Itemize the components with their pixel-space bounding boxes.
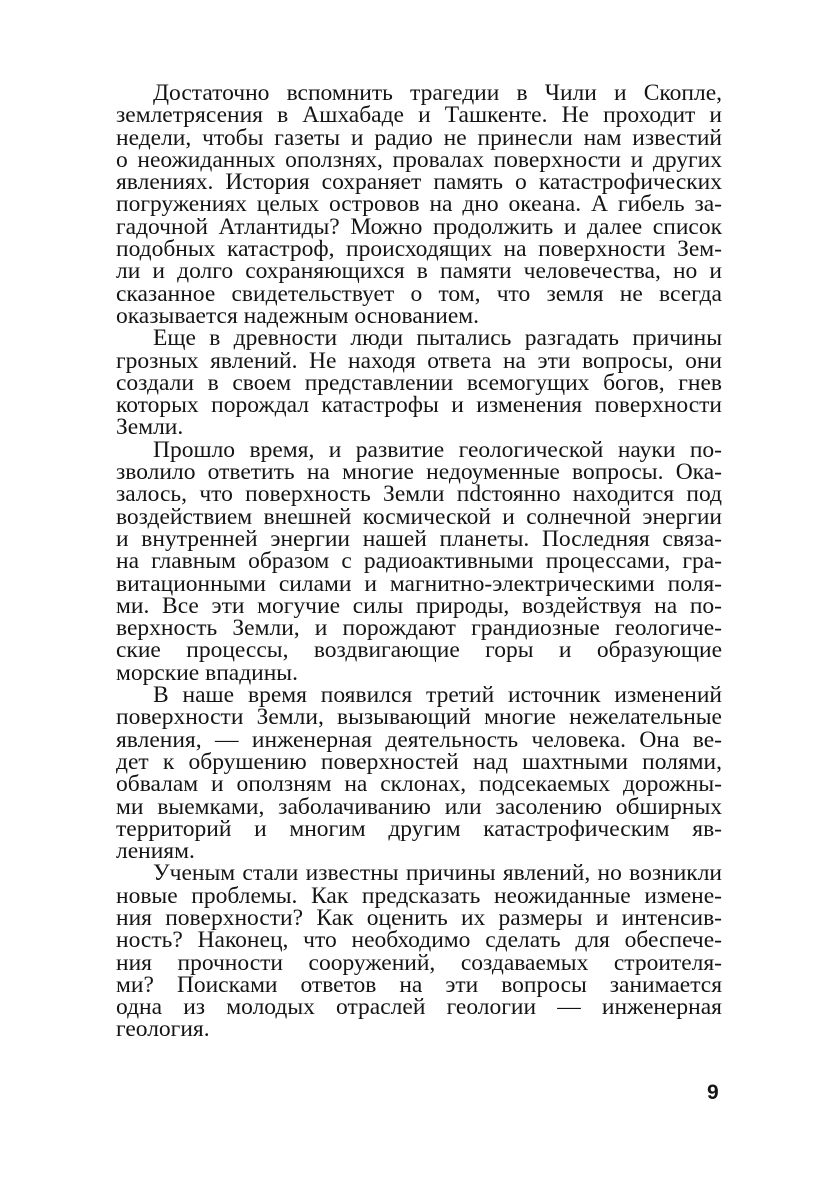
text-line: недели, чтобы газеты и радио не принесли нам известий — [116, 124, 722, 151]
text-line: ния прочности сооружений, создаваемых строителя- — [116, 949, 722, 976]
paragraph — [116, 325, 722, 441]
text-line: Прошло время, и развитие геологической науки по- — [153, 436, 722, 463]
text-line: воздействием внешней космической и солнечной энергии — [116, 503, 722, 530]
text-line: В наше время появился третий источник изменений — [153, 682, 722, 709]
text-line: Земли. — [116, 414, 184, 441]
text-line: погружениях целых островов на дно океана. А гибель за- — [116, 191, 722, 218]
text-line: Ученым стали известны причины явлений, но возникли — [153, 860, 722, 887]
text-line: и внутренней энергии нашей планеты. Последняя связа- — [116, 525, 722, 552]
text-line: Достаточно вспомнить трагедии в Чили и Скопле, — [153, 80, 722, 106]
paragraph — [116, 860, 722, 1043]
text-line: о неожиданных оползнях, провалах поверхности и других — [116, 146, 722, 173]
text-line: зволило ответить на многие недоуменные вопросы. Ока- — [116, 459, 722, 486]
text-line: сказанное свидетельствует о том, что земля не всегда — [116, 280, 722, 307]
text-line: территорий и многим другим катастрофическим яв- — [116, 815, 722, 842]
text-line: морские впадины. — [116, 659, 298, 686]
text-line: ния поверхности? Как оценить их размеры и интенсив- — [116, 904, 722, 931]
paragraph — [116, 82, 722, 327]
paragraph — [116, 436, 722, 686]
text-line: оказывается надежным основанием. — [116, 302, 480, 329]
text-line: геология. — [116, 1016, 210, 1043]
text-line: Еще в древности люди пытались разгадать причины — [153, 325, 722, 352]
text-line: залось, что поверхность Земли пdстоянно находится под — [116, 481, 722, 508]
text-line: ми. Все эти могучие силы природы, воздействуя на по- — [116, 592, 722, 619]
page-body — [116, 82, 722, 1041]
text-line: дет к обрушению поверхностей над шахтными полями, — [116, 748, 722, 775]
text-line: гадочной Атлантиды? Можно продолжить и далее список — [116, 213, 722, 240]
text-line: подобных катастроф, происходящих на поверхности Зем- — [116, 236, 722, 263]
text-line: ские процессы, воздвигающие горы и образующие — [116, 637, 722, 664]
text-line: ми выемками, заболачиванию или засолению обширных — [116, 793, 722, 820]
paragraph — [116, 682, 722, 865]
text-line: явления, — инженерная деятельность человека. Она ве- — [116, 726, 722, 753]
text-line: на главным образом с радиоактивными процессами, гра- — [116, 548, 722, 575]
text-line: землетрясения в Ашхабаде и Ташкенте. Не проходит и — [116, 102, 722, 129]
text-line: грозных явлений. Не находя ответа на эти вопросы, они — [116, 347, 722, 374]
page-number: 9 — [707, 1081, 719, 1104]
text-line: которых порождал катастрофы и изменения поверхности — [116, 392, 722, 419]
text-line: обвалам и оползням на склонах, подсекаемых дорожны- — [116, 771, 722, 798]
text-line: создали в своем представлении всемогущих богов, гнев — [116, 369, 722, 396]
text-line: витационными силами и магнитно-электрическими поля- — [116, 570, 722, 597]
text-line: явлениях. История сохраняет память о катастрофических — [116, 169, 722, 196]
text-line: поверхности Земли, вызывающий многие нежелательные — [116, 704, 722, 731]
text-line: ми? Поисками ответов на эти вопросы занимается — [116, 971, 722, 998]
text-line: одна из молодых отраслей геологии — инженерная — [116, 994, 722, 1021]
text-line: новые проблемы. Как предсказать неожиданные измене- — [116, 882, 722, 909]
text-line: верхность Земли, и порождают грандиозные геологиче- — [116, 615, 722, 642]
text-line: ли и долго сохраняющихся в памяти человечества, но и — [116, 258, 722, 285]
text-line: лениям. — [116, 838, 195, 865]
text-line: ность? Наконец, что необходимо сделать для обеспече- — [116, 927, 722, 954]
